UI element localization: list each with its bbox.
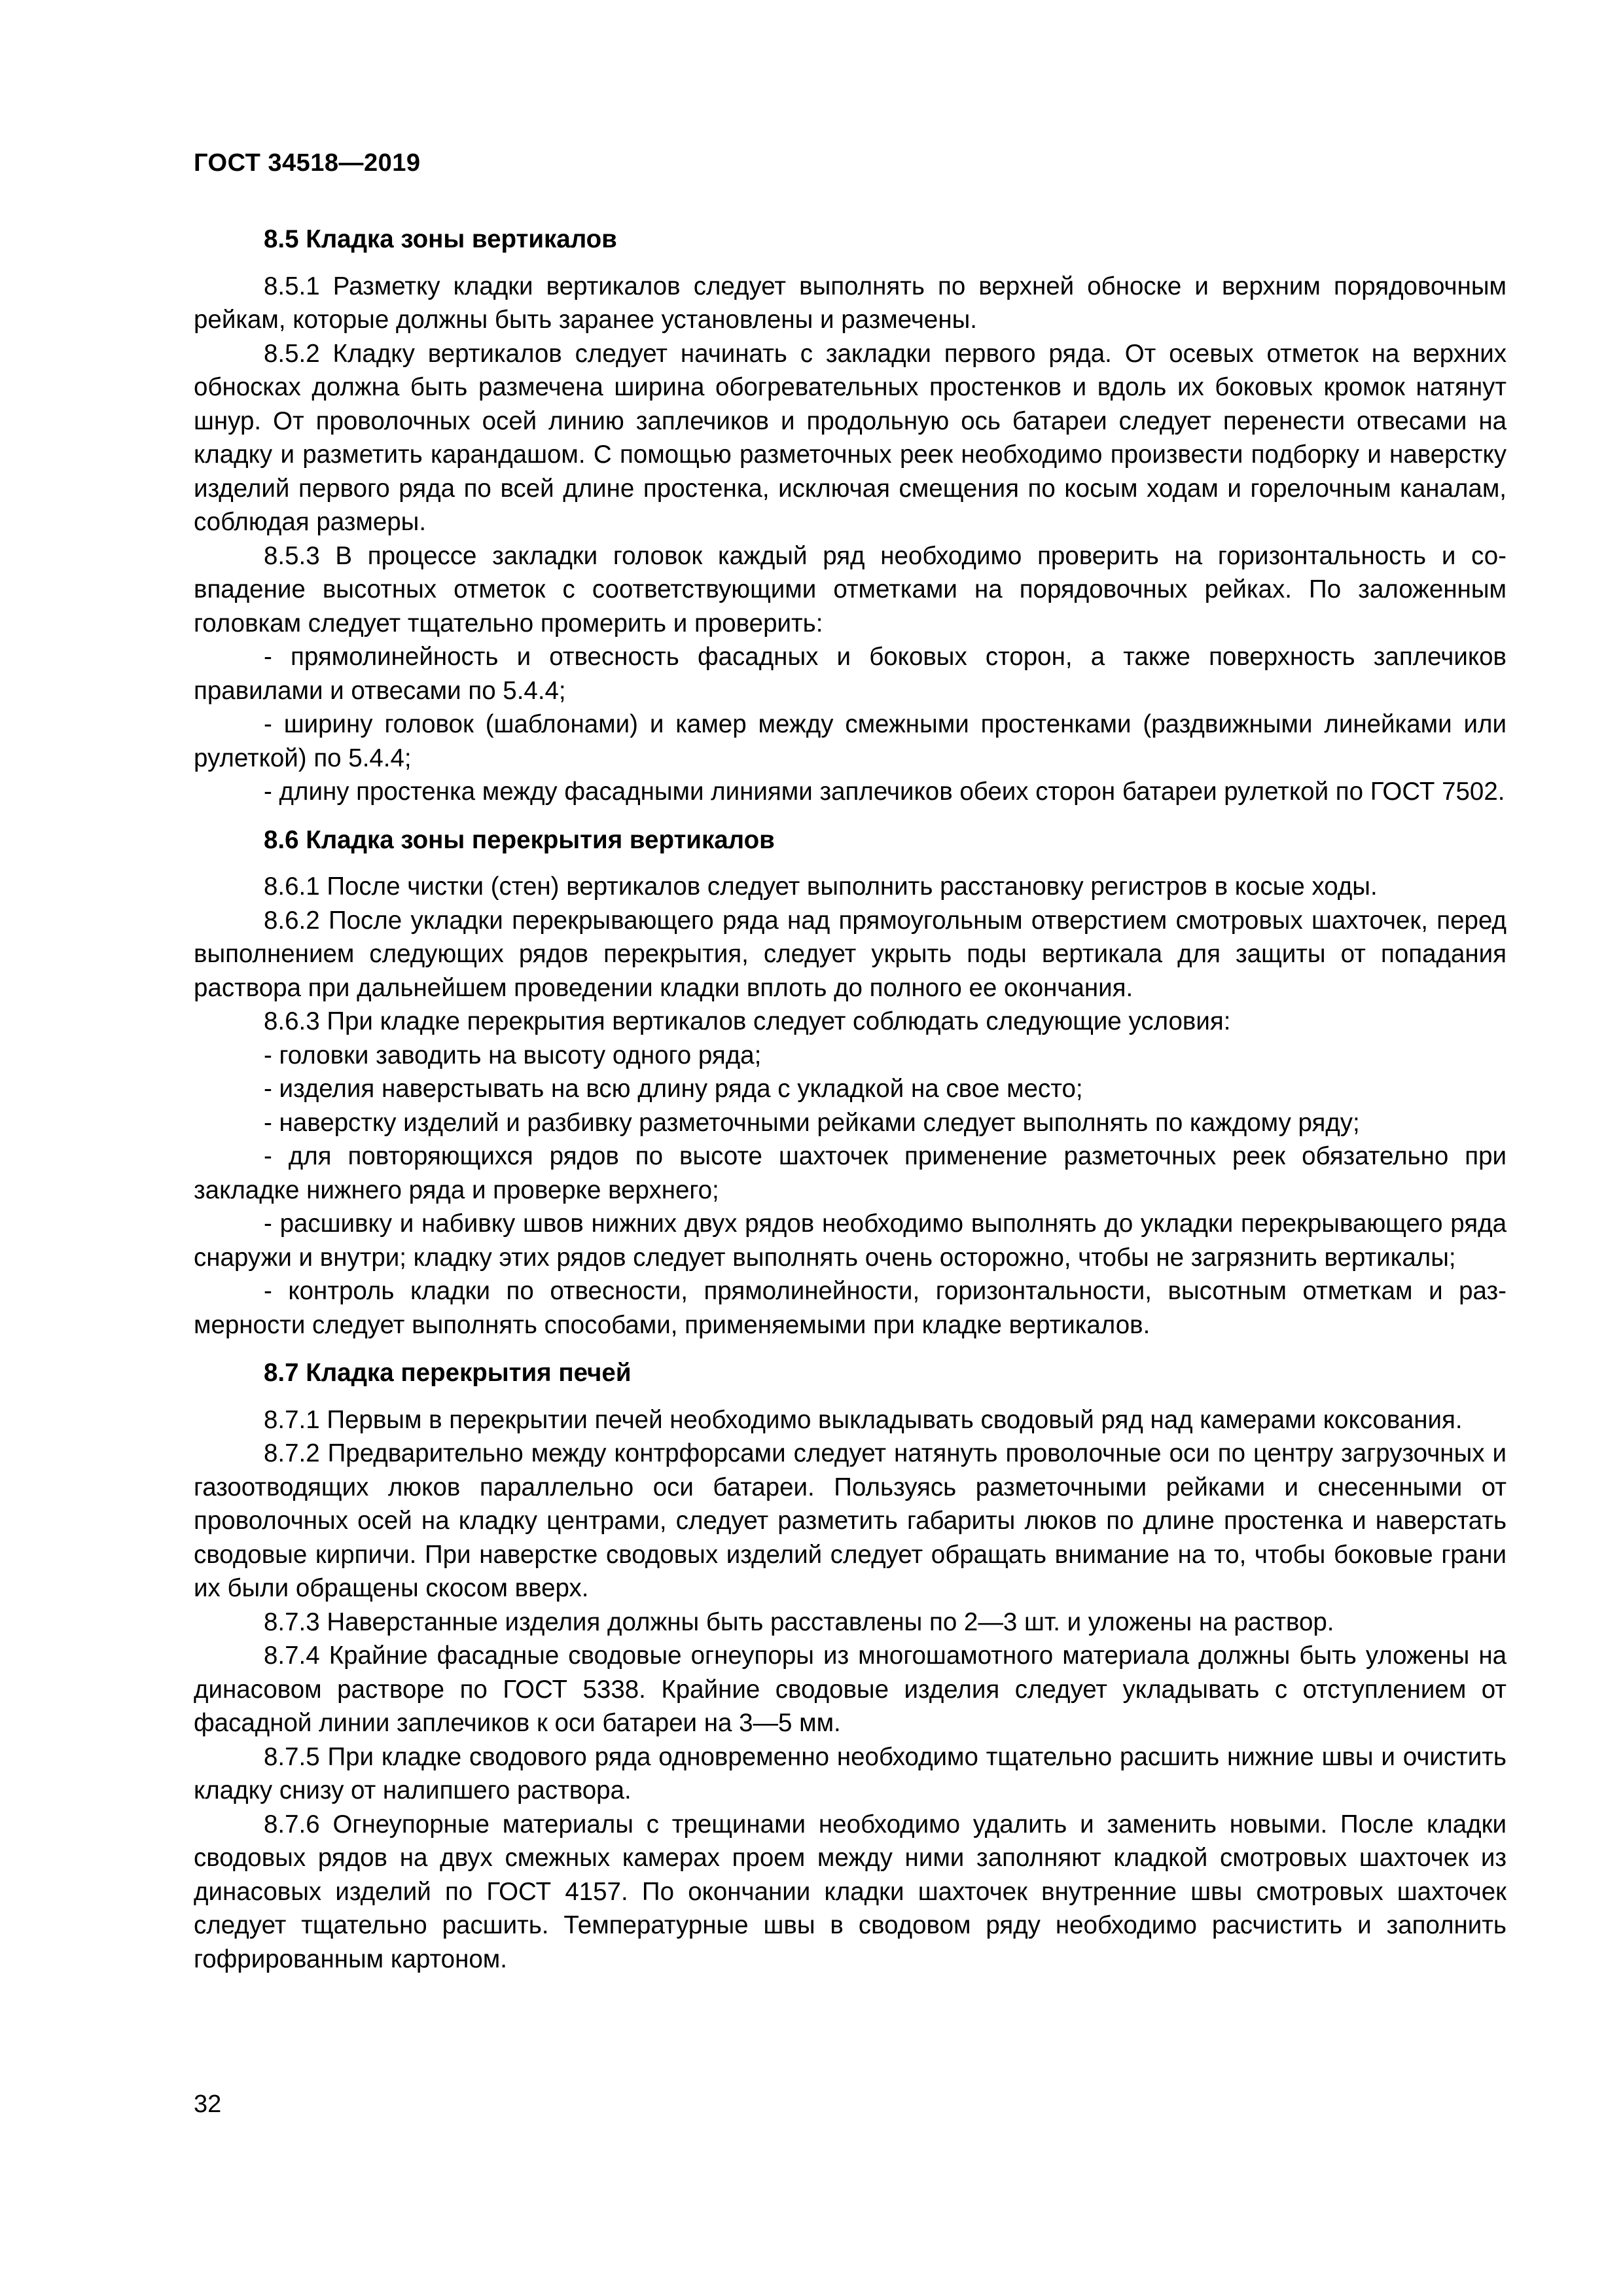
list-item: - головки заводить на высоту одного ряда; (264, 1041, 762, 1069)
list-item: - контроль кладки по отвесности, прямолинейности, горизонтальности, высотным отметкам и размерности следует выполнять способами, применяемыми при кладке вертикалов. (194, 1277, 1507, 1339)
list-item: - расшивку и набивку швов нижних двух рядов необходимо выполнять до укладки перекрывающего ряда снаружи и внутри; кладку этих рядов следует выполнять очень осторожно, чтобы не загрязнить вертикалы; (194, 1210, 1507, 1272)
document-body (194, 223, 1507, 1976)
paragraph: 8.7.1 Первым в перекрытии печей необходимо выкладывать сводовый ряд над камерами коксования. (264, 1405, 1463, 1434)
paragraph: 8.6.3 При кладке перекрытия вертикалов следует соблюдать следующие условия: (264, 1007, 1231, 1035)
paragraph: 8.5.3 В процессе закладки головок каждый ряд необходимо проверить на горизонтальность и совпадение высотных отметок с соответствующими отметками на порядовочных рейках. По заложенным головкам следует тщательно промерить и проверить: (194, 541, 1507, 637)
list-item: - прямолинейность и отвесность фасадных и боковых сторон, а также поверхность заплечиков правилами и отвесами по 5.4.4; (194, 643, 1507, 705)
paragraph: 8.6.2 После укладки перекрывающего ряда над прямоугольным отверстием смотровых шахточек, перед выполнением следующих рядов перекрытия, следует укрыть поды вертикала для защиты от попадания раствора при дальнейшем проведении кладки вплоть до полного ее окончания. (194, 906, 1507, 1002)
document-header: ГОСТ 34518—2019 (194, 149, 421, 177)
paragraph: 8.7.6 Огнеупорные материалы с трещинами необходимо удалить и заменить новыми. После кладки сводовых рядов на двух смежных камерах проем между ними заполняют кладкой смотровых шахточек из динасовых изделий по ГОСТ 4157. По окончании кладки шахточек внутренние швы смотровых шахточек следует тщательно расшить. Температурные швы в сводовом ряду необходимо расчистить и заполнить гофрированным картоном. (194, 1810, 1507, 1973)
list-item: - длину простенка между фасадными линиями заплечиков обеих сторон батареи рулеткой по ГОСТ 7502. (264, 778, 1505, 806)
page-number: 32 (194, 2090, 222, 2118)
paragraph: 8.5.1 Разметку кладки вертикалов следует выполнять по верхней обноске и верхним порядовочным рейкам, которые должны быть заранее установлены и размечены. (194, 272, 1507, 334)
list-item: - наверстку изделий и разбивку разметочными рейками следует выполнять по каждому ряду; (264, 1108, 1360, 1137)
paragraph: 8.7.2 Предварительно между контрфорсами следует натянуть проволочные оси по центру загрузочных и газоотводящих люков параллельно оси батареи. Пользуясь разметочными рейками и снесенными от проволочных осей на кладку центрами, следует разметить габариты люков по длине простенка и наверстать сводовые кирпичи. При наверстке сводовых изделий следует обращать внимание на то, чтобы боковые грани их были обращены скосом вверх. (194, 1439, 1507, 1602)
paragraph: 8.7.3 Наверстанные изделия должны быть расставлены по 2—3 шт. и уложены на раствор. (264, 1607, 1334, 1636)
section-title: 8.5 Кладка зоны вертикалов (264, 225, 617, 253)
section-title: 8.7 Кладка перекрытия печей (264, 1359, 632, 1387)
section-title: 8.6 Кладка зоны перекрытия вертикалов (264, 825, 775, 854)
list-item: - для повторяющихся рядов по высоте шахточек применение разметочных реек обязательно при закладке нижнего ряда и проверке верхнего; (194, 1142, 1507, 1204)
paragraph: 8.5.2 Кладку вертикалов следует начинать с закладки первого ряда. От осевых отметок на верхних обносках должна быть размечена ширина обогревательных простенков и вдоль их боковых кромок натянут шнур. От проволочных осей линию заплечиков и продольную ось батареи следует перенести отвесами на кладку и разметить карандашом. С помощью разметочных реек необходимо произвести подборку и наверстку изделий первого ряда по всей длине простенка, исключая смещения по косым ходам и горелочным каналам, соблюдая размеры. (194, 339, 1507, 536)
list-item: - ширину головок (шаблонами) и камер между смежными простенками (раздвижными линейками или рулеткой) по 5.4.4; (194, 710, 1507, 772)
list-item: - изделия наверстывать на всю длину ряда с укладкой на свое место; (264, 1075, 1083, 1103)
paragraph: 8.7.4 Крайние фасадные сводовые огнеупоры из многошамотного материала должны быть уложены на динасовом растворе по ГОСТ 5338. Крайние сводовые изделия следует укладывать с отступлением от фасадной линии заплечиков к оси батареи на 3—5 мм. (194, 1641, 1507, 1737)
paragraph: 8.7.5 При кладке сводового ряда одновременно необходимо тщательно расшить нижние швы и очистить кладку снизу от налипшего раствора. (194, 1742, 1507, 1804)
paragraph: 8.6.1 После чистки (стен) вертикалов следует выполнить расстановку регистров в косые ходы. (264, 872, 1378, 901)
